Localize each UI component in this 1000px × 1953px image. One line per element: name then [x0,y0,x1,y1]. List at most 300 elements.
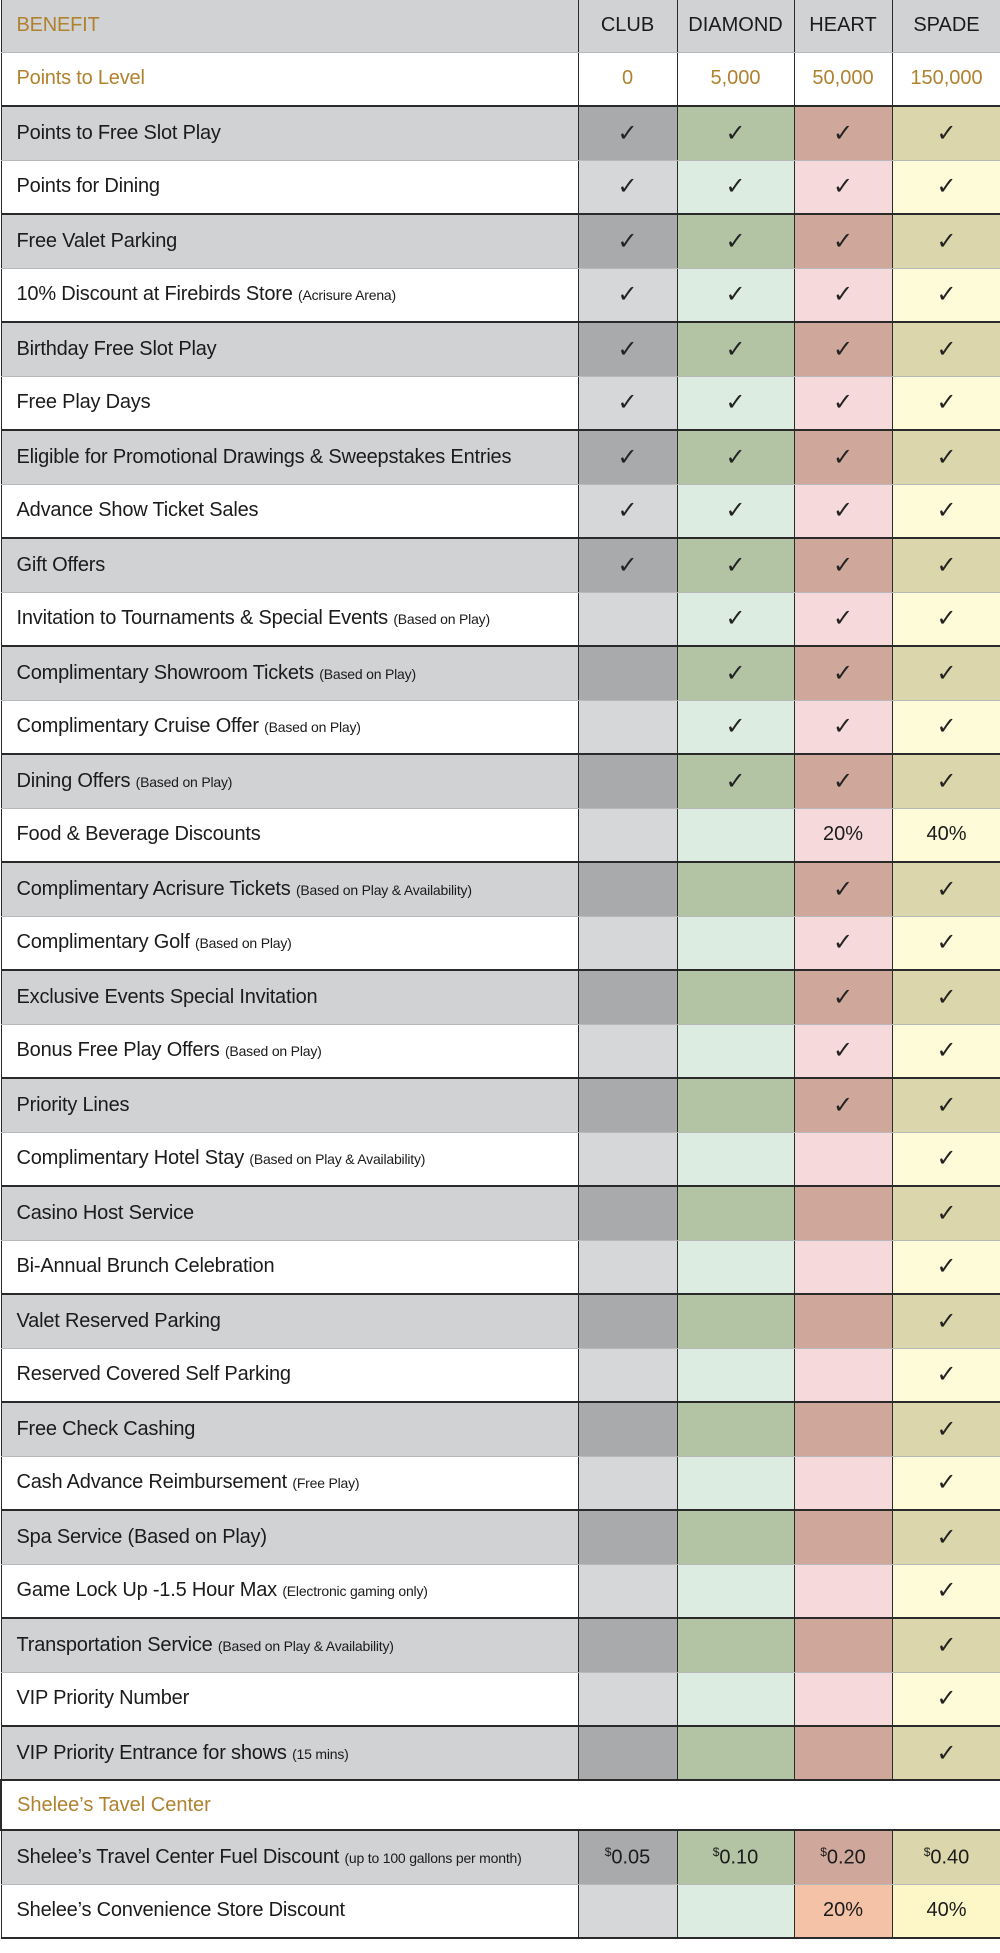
cell-club [578,160,677,214]
benefit-label: Complimentary Acrisure Tickets [16,877,291,900]
benefit-row [1,430,1000,484]
points-spade: 150,000 [892,52,1000,106]
cell-heart [794,916,892,970]
benefit-note: (15 mins) [292,1745,349,1762]
cell-spade [892,1510,1000,1564]
cell-heart [794,268,892,322]
benefit-label: Cash Advance Reimbursement [16,1471,287,1494]
check-icon: ✓ [936,1253,957,1281]
cell-heart [794,538,892,592]
benefit-label: Bi-Annual Brunch Celebration [16,1255,275,1278]
check-icon: ✓ [936,443,957,471]
cell-club [578,646,677,700]
check-icon: ✓ [725,173,746,201]
benefit-row [1,322,1000,376]
check-icon: ✓ [725,659,746,687]
check-icon: ✓ [617,497,638,525]
points-to-level-row [1,52,1000,106]
cell-diamond [677,160,794,214]
cell-club [578,430,677,484]
cell-value: 40% [926,823,967,846]
benefit-row [1,1402,1000,1456]
benefit-note: (Based on Play) [224,1043,322,1060]
cell-heart [794,1294,892,1348]
benefit-label: Free Valet Parking [16,229,178,252]
section-title: Shelee’s Tavel Center [1,1780,1000,1830]
benefit-row [1,1564,1000,1618]
check-icon: ✓ [936,1091,957,1119]
cell-heart [794,592,892,646]
benefit-row [1,1240,1000,1294]
benefit-label: Reserved Covered Self Parking [16,1363,291,1386]
benefit-label: Complimentary Cruise Offer [16,715,259,738]
cell-heart [794,322,892,376]
cell-spade [892,1078,1000,1132]
cell-spade [892,1132,1000,1186]
cell-diamond [677,970,794,1024]
cell-club [578,1186,677,1240]
benefit-note: (Electronic gaming only) [282,1583,428,1600]
cell-heart [794,214,892,268]
fuel-value: 0.10 [719,1846,759,1869]
check-icon: ✓ [617,443,638,471]
benefit-label: Complimentary Hotel Stay [16,1147,245,1170]
benefit-label-cell [1,1024,578,1078]
benefit-label: Free Play Days [16,391,151,414]
cell-heart [794,1078,892,1132]
benefit-note: (Based on Play & Availability) [249,1151,426,1168]
cell-club [578,916,677,970]
benefit-row [1,1456,1000,1510]
store-diamond [677,1884,794,1938]
benefit-label: Exclusive Events Special Invitation [16,985,318,1008]
benefit-row [1,592,1000,646]
cell-club [578,1240,677,1294]
benefit-note: (Free Play) [292,1475,360,1492]
cell-diamond [677,1024,794,1078]
fuel-discount-row [1,1830,1000,1884]
cell-diamond [677,106,794,160]
benefit-label: Gift Offers [16,553,106,576]
fuel-heart [794,1830,892,1884]
benefit-label-cell [1,1240,578,1294]
cell-heart [794,106,892,160]
check-icon: ✓ [936,1307,957,1335]
cell-club [578,1348,677,1402]
benefit-row [1,1348,1000,1402]
check-icon: ✓ [725,389,746,417]
cell-value: 40% [926,1899,967,1922]
check-icon: ✓ [832,929,854,957]
check-icon: ✓ [936,281,957,309]
check-icon: ✓ [936,659,957,687]
cell-diamond [677,808,794,862]
benefit-row [1,214,1000,268]
benefit-note: (Based on Play & Availability) [217,1637,394,1654]
cell-spade [892,700,1000,754]
cell-diamond [677,1618,794,1672]
benefit-label: Birthday Free Slot Play [16,337,217,360]
check-icon: ✓ [936,1037,957,1065]
store-heart [794,1884,892,1938]
benefit-label: Advance Show Ticket Sales [16,499,259,522]
cell-spade [892,1618,1000,1672]
benefit-row [1,862,1000,916]
cell-diamond [677,1726,794,1780]
benefit-row [1,484,1000,538]
cell-spade [892,916,1000,970]
cell-diamond [677,376,794,430]
cell-heart [794,1456,892,1510]
benefit-label-cell [1,1294,578,1348]
cell-heart [794,1186,892,1240]
cell-club [578,484,677,538]
cell-spade [892,430,1000,484]
benefit-row [1,1618,1000,1672]
currency-symbol: $ [820,1844,827,1859]
check-icon: ✓ [725,497,746,525]
cell-club [578,700,677,754]
check-icon: ✓ [936,1631,957,1659]
cell-spade [892,1024,1000,1078]
cell-club [578,754,677,808]
benefit-row [1,1294,1000,1348]
benefit-label-cell [1,970,578,1024]
benefit-row [1,1186,1000,1240]
benefit-label-cell [1,1078,578,1132]
cell-spade [892,592,1000,646]
benefit-row [1,1726,1000,1780]
check-icon: ✓ [832,443,854,471]
cell-club [578,1456,677,1510]
cell-spade [892,1240,1000,1294]
benefit-label: Complimentary Showroom Tickets [16,661,314,684]
check-icon: ✓ [936,875,957,903]
check-icon: ✓ [617,119,638,147]
benefit-label: VIP Priority Entrance for shows [16,1741,287,1764]
cell-diamond [677,214,794,268]
fuel-diamond [677,1830,794,1884]
cell-spade [892,484,1000,538]
benefit-label-cell [1,1456,578,1510]
check-icon: ✓ [936,389,957,417]
check-icon: ✓ [936,335,957,363]
cell-spade [892,538,1000,592]
benefit-label: Valet Reserved Parking [16,1309,221,1332]
benefit-row [1,376,1000,430]
check-icon: ✓ [832,173,854,201]
cell-club [578,1510,677,1564]
check-icon: ✓ [936,1415,957,1443]
cell-spade [892,1672,1000,1726]
benefit-row [1,160,1000,214]
cell-diamond [677,1510,794,1564]
check-icon: ✓ [832,1037,854,1065]
check-icon: ✓ [617,335,638,363]
check-icon: ✓ [936,1685,957,1713]
cell-diamond [677,538,794,592]
benefit-row [1,1510,1000,1564]
benefit-note: (Based on Play) [194,935,292,952]
cell-diamond [677,700,794,754]
cell-diamond [677,916,794,970]
store-spade [892,1884,1000,1938]
cell-diamond [677,1132,794,1186]
check-icon: ✓ [936,1739,957,1767]
currency-symbol: $ [923,1844,931,1859]
cell-heart [794,484,892,538]
benefit-label: Casino Host Service [16,1201,194,1224]
cell-spade [892,106,1000,160]
check-icon: ✓ [725,281,746,309]
check-icon: ✓ [936,713,957,741]
header-spade: SPADE [892,0,1000,52]
check-icon: ✓ [936,173,957,201]
check-icon: ✓ [725,227,746,255]
cell-club [578,862,677,916]
cell-diamond [677,1294,794,1348]
benefit-label: Shelee’s Travel Center Fuel Discount [16,1845,340,1868]
currency-symbol: $ [604,1844,612,1859]
check-icon: ✓ [936,551,957,579]
cell-heart [794,160,892,214]
cell-heart [794,376,892,430]
cell-club [578,1024,677,1078]
header-diamond: DIAMOND [677,0,794,52]
check-icon: ✓ [832,767,854,795]
check-icon: ✓ [617,281,638,309]
benefit-label: Invitation to Tournaments & Special Events [16,607,388,630]
cell-heart [794,430,892,484]
cell-club [578,1078,677,1132]
benefit-label: Complimentary Golf [16,931,190,954]
benefit-label-cell [1,808,578,862]
points-to-level-label: Points to Level [1,52,578,106]
check-icon: ✓ [936,605,957,633]
benefit-label-cell [1,106,578,160]
check-icon: ✓ [936,497,957,525]
cell-spade [892,376,1000,430]
benefit-label: Points for Dining [16,175,160,198]
check-icon: ✓ [936,1469,957,1497]
cell-heart [794,1618,892,1672]
fuel-value: 0.05 [611,1846,651,1869]
cell-heart [794,1672,892,1726]
cell-spade [892,1348,1000,1402]
benefit-row [1,1078,1000,1132]
cell-diamond [677,430,794,484]
fuel-value: 0.40 [930,1846,970,1869]
benefit-label-cell [1,1402,578,1456]
section-travel-center [1,1780,1000,1830]
cell-club [578,808,677,862]
cell-diamond [677,1402,794,1456]
benefit-label: Game Lock Up -1.5 Hour Max [16,1579,277,1602]
benefit-label-cell [1,1348,578,1402]
header-heart: HEART [794,0,892,52]
check-icon: ✓ [725,119,746,147]
cell-club [578,376,677,430]
check-icon: ✓ [617,173,638,201]
check-icon: ✓ [725,551,746,579]
store-club [578,1884,677,1938]
check-icon: ✓ [832,119,854,147]
benefit-label-cell [1,1186,578,1240]
cell-diamond [677,1078,794,1132]
cell-diamond [677,484,794,538]
benefit-label-cell [1,1510,578,1564]
check-icon: ✓ [936,1145,957,1173]
cell-club [578,1672,677,1726]
cell-heart [794,1348,892,1402]
cell-spade [892,1402,1000,1456]
check-icon: ✓ [936,929,957,957]
check-icon: ✓ [936,767,957,795]
cell-value: 20% [822,823,864,846]
cell-spade [892,754,1000,808]
benefit-label: Points to Free Slot Play [16,121,221,144]
header-benefit: BENEFIT [1,0,578,52]
benefit-label-cell [1,1884,578,1938]
cell-club [578,538,677,592]
benefit-label-cell [1,268,578,322]
benefit-row [1,646,1000,700]
benefit-label: Transportation Service [16,1633,213,1656]
benefit-label-cell [1,1618,578,1672]
benefit-label-cell [1,1132,578,1186]
check-icon: ✓ [832,1091,854,1119]
cell-heart [794,1024,892,1078]
benefit-label-cell [1,214,578,268]
cell-heart [794,1726,892,1780]
cell-diamond [677,592,794,646]
check-icon: ✓ [936,983,957,1011]
benefit-label: Priority Lines [16,1093,130,1116]
check-icon: ✓ [617,551,638,579]
benefit-label-cell [1,1672,578,1726]
benefit-label-cell [1,646,578,700]
benefit-label: VIP Priority Number [16,1687,190,1710]
benefit-label-cell [1,916,578,970]
benefit-label-cell [1,700,578,754]
cell-club [578,322,677,376]
check-icon: ✓ [832,659,854,687]
check-icon: ✓ [832,389,854,417]
cell-spade [892,862,1000,916]
check-icon: ✓ [936,227,957,255]
cell-heart [794,700,892,754]
benefit-row [1,700,1000,754]
benefit-note: (Based on Play & Availability) [295,881,472,898]
check-icon: ✓ [936,119,957,147]
benefit-row [1,538,1000,592]
fuel-spade [892,1830,1000,1884]
benefit-label-cell [1,430,578,484]
check-icon: ✓ [832,713,854,741]
benefit-row [1,970,1000,1024]
points-diamond: 5,000 [677,52,794,106]
points-club: 0 [578,52,677,106]
cell-heart [794,1132,892,1186]
benefit-label: Dining Offers [16,769,131,792]
check-icon: ✓ [936,1577,957,1605]
store-discount-row [1,1884,1000,1938]
cell-club [578,1132,677,1186]
cell-spade [892,970,1000,1024]
cell-spade [892,322,1000,376]
cell-club [578,1402,677,1456]
benefit-note: (Based on Play) [393,611,490,628]
benefit-label: Spa Service (Based on Play) [16,1525,267,1548]
cell-heart [794,1402,892,1456]
benefit-note: (Acrisure Arena) [298,287,396,304]
benefit-label-cell [1,376,578,430]
cell-club [578,106,677,160]
benefit-label-cell [1,754,578,808]
cell-spade [892,808,1000,862]
check-icon: ✓ [832,335,854,363]
check-icon: ✓ [832,227,854,255]
benefit-label-cell [1,592,578,646]
check-icon: ✓ [725,605,746,633]
fuel-club [578,1830,677,1884]
check-icon: ✓ [936,1199,957,1227]
cell-heart [794,1240,892,1294]
cell-diamond [677,862,794,916]
cell-spade [892,214,1000,268]
check-icon: ✓ [725,443,746,471]
check-icon: ✓ [832,983,854,1011]
check-icon: ✓ [725,767,746,795]
cell-spade [892,1294,1000,1348]
benefit-row [1,1672,1000,1726]
benefit-row [1,916,1000,970]
cell-heart [794,1564,892,1618]
benefit-note: (Based on Play) [264,719,361,736]
cell-club [578,1294,677,1348]
benefit-note: (Based on Play) [135,773,233,790]
cell-diamond [677,322,794,376]
cell-heart [794,862,892,916]
benefit-row [1,268,1000,322]
cell-spade [892,160,1000,214]
fuel-value: 0.20 [826,1846,866,1869]
cell-club [578,1564,677,1618]
check-icon: ✓ [936,1523,957,1551]
header-row [1,0,1000,52]
check-icon: ✓ [832,605,854,633]
check-icon: ✓ [832,551,854,579]
benefit-label-cell [1,160,578,214]
check-icon: ✓ [725,713,746,741]
cell-heart [794,646,892,700]
points-heart: 50,000 [794,52,892,106]
benefit-label: Eligible for Promotional Drawings & Sweepstakes Entries [16,445,512,468]
cell-diamond [677,1672,794,1726]
cell-club [578,268,677,322]
cell-heart [794,754,892,808]
benefit-label: 10% Discount at Firebirds Store [16,283,293,306]
cell-diamond [677,1456,794,1510]
benefit-row [1,1132,1000,1186]
benefit-label: Shelee’s Convenience Store Discount [16,1899,345,1922]
check-icon: ✓ [725,335,746,363]
cell-spade [892,1186,1000,1240]
cell-heart [794,808,892,862]
benefit-row [1,754,1000,808]
benefit-label-cell [1,484,578,538]
benefit-row [1,106,1000,160]
